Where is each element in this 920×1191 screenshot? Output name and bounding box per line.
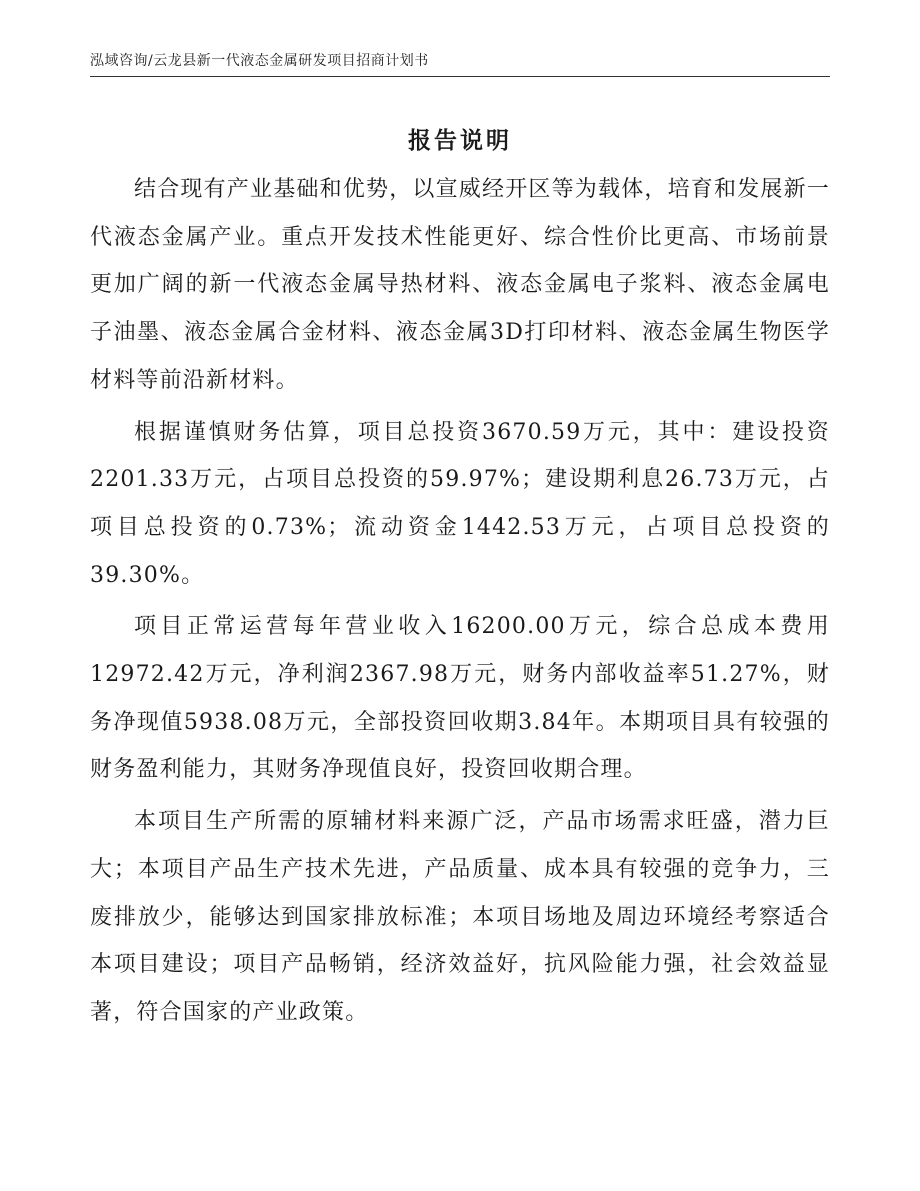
paragraph-investment: 根据谨慎财务估算，项目总投资3670.59万元，其中：建设投资2201.33万元，占项目总投资的59.97%；建设期利息26.73万元，占项目总投资的0.73%；流动资金1442.53万元，占项目总投资的39.30%。 [90, 419, 830, 588]
running-header: 泓域咨询/云龙县新一代液态金属研发项目招商计划书 [90, 53, 429, 69]
paragraph-industry: 结合现有产业基础和优势，以宣威经开区等为载体，培育和发展新一代液态金属产业。重点开发技术性能更好、综合性价比更高、市场前景更加广阔的新一代液态金属导热材料、液态金属电子浆料、液态金属电子油墨、液态金属合金材料、液态金属3D打印材料、液态金属生物医学材料等前沿新材料。 [90, 177, 831, 393]
header-divider [90, 76, 830, 77]
paragraph-feasibility: 本项目生产所需的原辅材料来源广泛，产品市场需求旺盛，潜力巨大；本项目产品生产技术先进，产品质量、成本具有较强的竞争力，三废排放少，能够达到国家排放标准；本项目场地及周边环境经考察适合本项目建设；项目产品畅销，经济效益好，抗风险能力强，社会效益显著，符合国家的产业政策。 [90, 809, 830, 1025]
section-title: 报告说明 [408, 127, 512, 154]
body-text [90, 166, 830, 1041]
paragraph-revenue: 项目正常运营每年营业收入16200.00万元，综合总成本费用12972.42万元，净利润2367.98万元，财务内部收益率51.27%，财务净现值5938.08万元，全部投资回收期3.84年。本期项目具有较强的财务盈利能力，其财务净现值良好，投资回收期合理。 [90, 614, 830, 783]
